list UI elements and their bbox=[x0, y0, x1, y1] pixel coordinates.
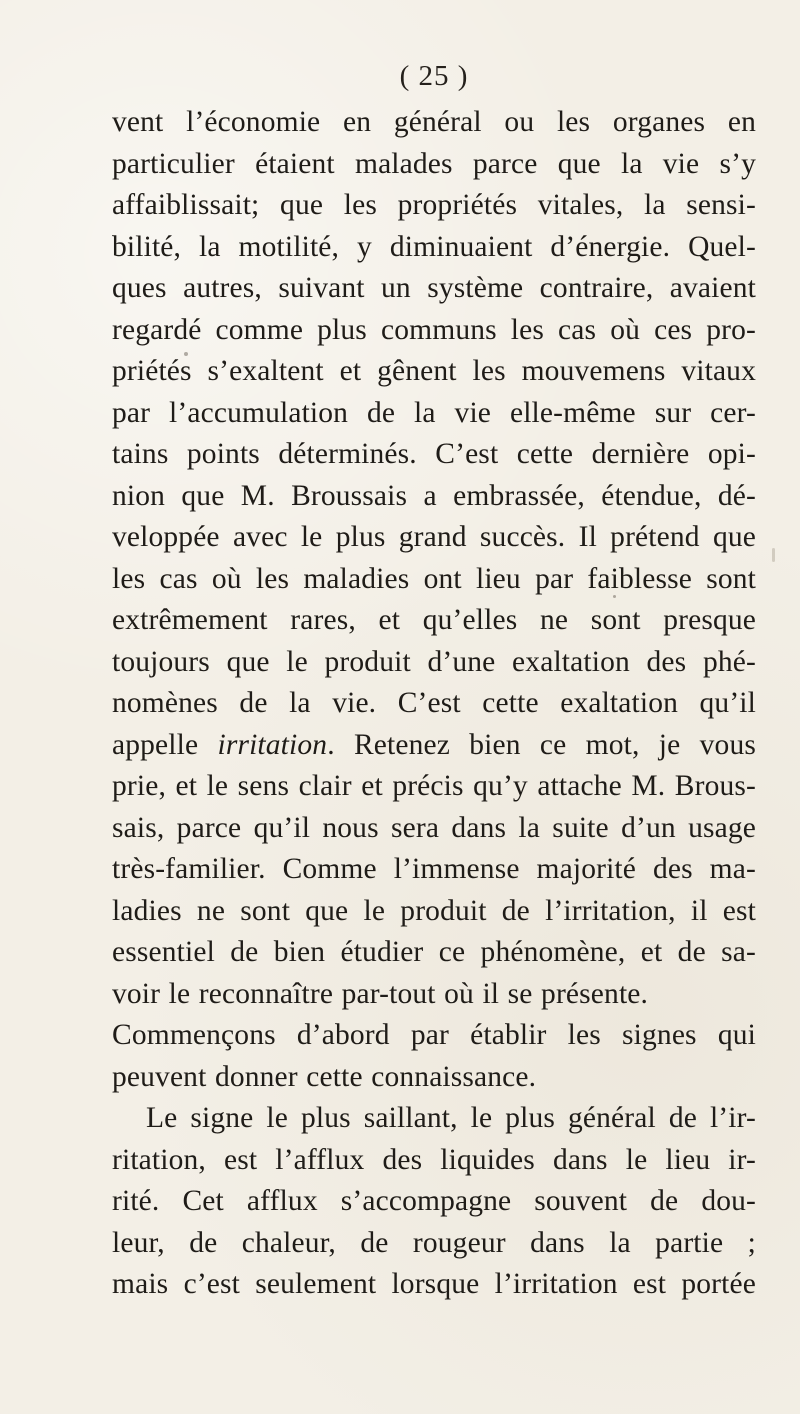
text-line bbox=[112, 1015, 756, 1057]
line-text: veloppée avec le plus grand succès. Il prétend que bbox=[112, 521, 756, 553]
text-line bbox=[112, 932, 756, 974]
text-line bbox=[112, 393, 756, 435]
paper-speck bbox=[613, 595, 616, 598]
text-line bbox=[112, 227, 756, 269]
line-text: les cas où les maladies ont lieu par faiblesse sont bbox=[112, 562, 756, 595]
text-line bbox=[112, 642, 756, 684]
text-line bbox=[112, 1098, 756, 1140]
text-line bbox=[112, 310, 756, 352]
text-line bbox=[112, 1264, 756, 1306]
line-text: Le signe le plus saillant, le plus général de l’ir- bbox=[146, 1102, 756, 1134]
line-text: essentiel de bien étudier ce phénomène, et de sa- bbox=[112, 936, 756, 968]
text-line bbox=[112, 1057, 756, 1099]
page-number: ( 25 ) bbox=[399, 60, 469, 92]
text-line bbox=[112, 974, 756, 1016]
line-text: particulier étaient malades parce que la vie s’y bbox=[112, 147, 756, 180]
text-line bbox=[112, 600, 756, 642]
line-text: peuvent donner cette connaissance. bbox=[112, 1060, 537, 1093]
line-text: rité. Cet afflux s’accompagne souvent de dou- bbox=[112, 1185, 756, 1217]
text-line bbox=[112, 517, 756, 559]
text-line bbox=[112, 1181, 756, 1223]
line-text: nion que M. Broussais a embrassée, étendue, dé- bbox=[112, 479, 756, 512]
text-line bbox=[112, 725, 756, 767]
text-line bbox=[112, 351, 756, 393]
italic-term: irritation bbox=[217, 728, 328, 761]
paper-speck bbox=[184, 352, 188, 356]
line-text: vent l’économie en général ou les organes en bbox=[112, 106, 756, 138]
text-line bbox=[112, 849, 756, 891]
line-text: regardé comme plus communs les cas où ces pro- bbox=[112, 313, 756, 346]
line-text: Commençons d’abord par établir les signes qui bbox=[112, 1019, 756, 1051]
paper-speck bbox=[772, 548, 775, 562]
text-line bbox=[112, 1140, 756, 1182]
line-text: tains points déterminés. C’est cette dernière opi- bbox=[112, 438, 756, 470]
text-line bbox=[112, 766, 756, 808]
line-text: toujours que le produit d’une exaltation des phé- bbox=[112, 645, 756, 678]
line-text: affaiblissait; que les propriétés vitales, la sensi- bbox=[112, 189, 756, 221]
line-text: bilité, la motilité, y diminuaient d’énergie. Quel- bbox=[112, 230, 756, 263]
line-text: ladies ne sont que le produit de l’irritation, il est bbox=[112, 894, 756, 927]
line-text: sais, parce qu’il nous sera dans la suite d’un usage bbox=[112, 811, 756, 844]
text-line bbox=[112, 185, 756, 227]
text-line bbox=[112, 434, 756, 476]
text-line bbox=[112, 808, 756, 850]
line-text: priétés s’exaltent et gênent les mouvemens vitaux bbox=[112, 355, 756, 387]
line-text: ritation, est l’afflux des liquides dans le lieu ir- bbox=[112, 1143, 756, 1176]
body-text bbox=[112, 102, 756, 1306]
line-text: appelle bbox=[112, 728, 218, 761]
text-line bbox=[112, 891, 756, 933]
line-text: . Retenez bien ce mot, je vous bbox=[327, 728, 756, 761]
line-text: voir le reconnaître par-tout où il se présente. bbox=[112, 977, 649, 1010]
line-text: nomènes de la vie. C’est cette exaltation qu’il bbox=[112, 687, 756, 719]
line-text: mais c’est seulement lorsque l’irritation est portée bbox=[112, 1268, 756, 1300]
text-line bbox=[112, 683, 756, 725]
line-text: extrêmement rares, et qu’elles ne sont presque bbox=[112, 604, 756, 636]
line-text: par l’accumulation de la vie elle-même sur cer- bbox=[112, 396, 756, 429]
text-line bbox=[112, 144, 756, 186]
line-text: prie, et le sens clair et précis qu’y attache M. Brous- bbox=[112, 770, 756, 802]
text-line bbox=[112, 1223, 756, 1265]
line-text: très-familier. Comme l’immense majorité des ma- bbox=[112, 853, 756, 885]
line-text: leur, de chaleur, de rougeur dans la partie ; bbox=[112, 1226, 756, 1259]
line-text: ques autres, suivant un système contraire, avaient bbox=[112, 272, 756, 304]
text-line bbox=[112, 476, 756, 518]
text-line bbox=[112, 559, 756, 601]
text-line bbox=[112, 102, 756, 144]
text-line bbox=[112, 268, 756, 310]
